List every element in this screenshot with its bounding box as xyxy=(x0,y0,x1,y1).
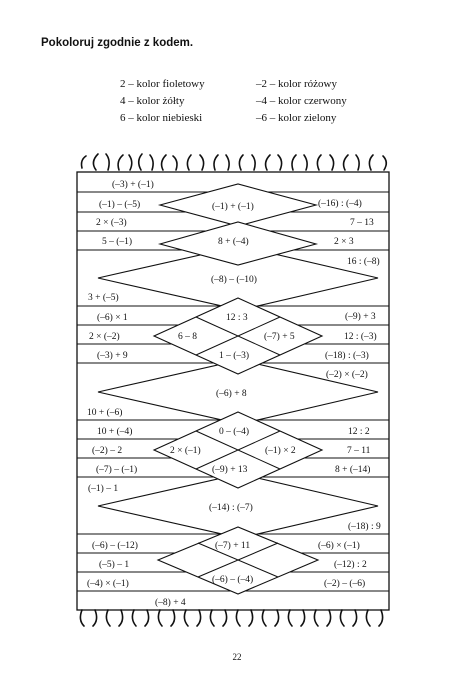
expression-label: (–6) + 8 xyxy=(216,389,247,399)
expression-label: (–1) + (–1) xyxy=(212,202,254,212)
expression-label: (–8) + 4 xyxy=(155,598,186,608)
legend-entry: 4 – kolor żółty xyxy=(120,95,185,107)
expression-label: (–6) – (–4) xyxy=(212,575,254,585)
expression-label: 8 + (–4) xyxy=(218,237,249,247)
expression-label: (–8) – (–10) xyxy=(211,275,257,285)
page-number: 22 xyxy=(232,652,242,662)
expression-label: (–7) – (–1) xyxy=(96,465,138,475)
legend-entry: 6 – kolor niebieski xyxy=(120,112,203,124)
expression-label: (–6) – (–12) xyxy=(92,541,138,551)
expression-label: 7 – 11 xyxy=(347,446,371,456)
legend-entry: –2 – kolor różowy xyxy=(256,78,337,90)
expression-label: 16 : (–8) xyxy=(347,257,380,267)
expression-label: 12 : (–3) xyxy=(344,332,377,342)
expression-label: (–12) : 2 xyxy=(334,560,367,570)
expression-label: 3 + (–5) xyxy=(88,293,119,303)
expression-label: (–9) + 3 xyxy=(345,312,376,322)
expression-label: (–2) – (–6) xyxy=(324,579,366,589)
expression-label: 1 – (–3) xyxy=(219,351,250,361)
expression-label: 8 + (–14) xyxy=(335,465,371,475)
expression-label: 0 – (–4) xyxy=(219,427,250,437)
expression-label: (–5) – 1 xyxy=(99,560,130,570)
expression-label: 12 : 2 xyxy=(348,427,370,437)
expression-label: (–1) – 1 xyxy=(88,484,119,494)
expression-label: (–2) – 2 xyxy=(92,446,123,456)
expression-label: (–18) : (–3) xyxy=(325,351,369,361)
expression-label: (–16) : (–4) xyxy=(318,199,362,209)
expression-label: (–3) + 9 xyxy=(97,351,128,361)
expression-label: 7 – 13 xyxy=(350,218,374,228)
expression-label: 10 + (–4) xyxy=(97,427,133,437)
expression-label: 5 – (–1) xyxy=(102,237,133,247)
expression-label: 10 + (–6) xyxy=(87,408,123,418)
expression-label: (–18) : 9 xyxy=(348,522,381,532)
expression-label: (–7) + 11 xyxy=(215,541,251,551)
expression-label: (–4) × (–1) xyxy=(87,579,129,589)
expression-label: (–1) – (–5) xyxy=(99,200,141,210)
expression-label: (–7) + 5 xyxy=(264,332,295,342)
expression-label: 6 – 8 xyxy=(178,332,197,342)
expression-label: 2 × (–2) xyxy=(89,332,120,342)
expression-label: (–1) × 2 xyxy=(265,446,296,456)
expression-label: 2 × (–1) xyxy=(170,446,201,456)
expression-label: (–2) × (–2) xyxy=(326,370,368,380)
rug-fringe-bottom xyxy=(80,610,382,626)
instruction-heading: Pokoloruj zgodnie z kodem. xyxy=(41,37,194,49)
expression-label: 2 × 3 xyxy=(334,237,354,247)
rug-fringe-top xyxy=(82,154,387,170)
expression-label: (–6) × (–1) xyxy=(318,541,360,551)
legend-entry: 2 – kolor fioletowy xyxy=(120,78,205,90)
expression-label: (–14) : (–7) xyxy=(209,503,253,513)
expression-label: (–9) + 13 xyxy=(212,465,248,475)
expression-label: (–3) + (–1) xyxy=(112,180,154,190)
expression-label: (–6) × 1 xyxy=(97,313,128,323)
expression-label: 12 : 3 xyxy=(226,313,248,323)
legend-entry: –6 – kolor zielony xyxy=(256,112,337,124)
legend-entry: –4 – kolor czerwony xyxy=(256,95,347,107)
expression-label: 2 × (–3) xyxy=(96,218,127,228)
